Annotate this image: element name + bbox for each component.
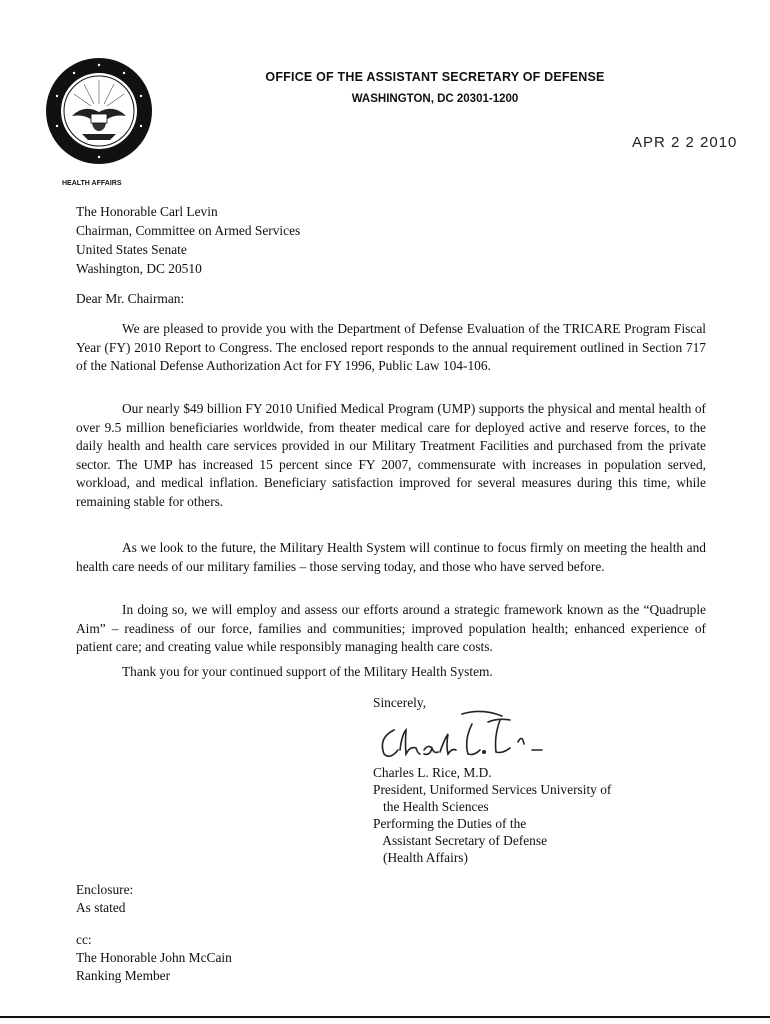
recipient-address: Washington, DC 20510 — [76, 261, 202, 276]
paragraph-4: In doing so, we will employ and assess our efforts around a strategic framework known as the “Quadruple Aim” – readiness of our force, families and communities; improved population health; enhanced experience of patient care; and creating value while responsibly managing health care costs. — [76, 602, 706, 654]
salutation: Dear Mr. Chairman: — [76, 291, 185, 306]
office-address: WASHINGTON, DC 20301-1200 — [351, 93, 519, 105]
signer-title-1: President, Uniformed Services University of — [373, 782, 612, 797]
closing: Sincerely, — [373, 695, 427, 710]
date-stamp: APR 2 2 2010 — [632, 134, 738, 151]
signer-duty-2: Assistant Secretary of Defense — [373, 833, 548, 848]
recipient-name: The Honorable Carl Levin — [76, 204, 218, 219]
cc-title: Ranking Member — [76, 968, 171, 983]
bottom-rule — [0, 1016, 770, 1018]
enclosure-label: Enclosure: — [76, 882, 134, 897]
enclosure-value: As stated — [76, 900, 126, 915]
paragraph-1: We are pleased to provide you with the Department of Defense Evaluation of the TRICARE Program Fiscal Year (FY) 2010 Report to Congress. The enclosed report responds to the annual requirement outlined in Section 717 of the National Defense Authorization Act for FY 1996, Public Law 104-106. — [76, 321, 706, 373]
recipient-title: Chairman, Committee on Armed Services — [76, 223, 301, 238]
office-title: OFFICE OF THE ASSISTANT SECRETARY OF DEFENSE — [265, 70, 605, 84]
signer-duty-3: (Health Affairs) — [373, 850, 468, 865]
signer-title-2: the Health Sciences — [373, 799, 489, 814]
office-code: HEALTH AFFAIRS — [62, 180, 122, 187]
paragraph-2: Our nearly $49 billion FY 2010 Unified Medical Program (UMP) supports the physical and mental health of over 9.5 million beneficiaries worldwide, from theater medical care for deployed active and reserve forces, to the daily health and health care services provided in our Military Treatment Facilities and purchased from the private sector. The UMP has increased 15 percent since FY 2007, commensurate with increases in population served, workload, and medical inflation. Beneficiary satisfaction improved for several measures during this time, while remaining stable for others. — [76, 401, 706, 509]
cc-label: cc: — [76, 932, 92, 947]
handwritten-signature — [372, 704, 572, 764]
cc-name: The Honorable John McCain — [76, 950, 232, 965]
signer-duty-1: Performing the Duties of the — [373, 816, 527, 831]
paragraph-5: Thank you for your continued support of the Military Health System. — [122, 664, 493, 679]
recipient-org: United States Senate — [76, 242, 187, 257]
dod-seal-icon — [44, 56, 154, 166]
paragraph-3: As we look to the future, the Military Health System will continue to focus firmly on meeting the health and health care needs of our military families – those serving today, and those who have served before. — [76, 540, 706, 574]
signer-name: Charles L. Rice, M.D. — [373, 765, 492, 780]
